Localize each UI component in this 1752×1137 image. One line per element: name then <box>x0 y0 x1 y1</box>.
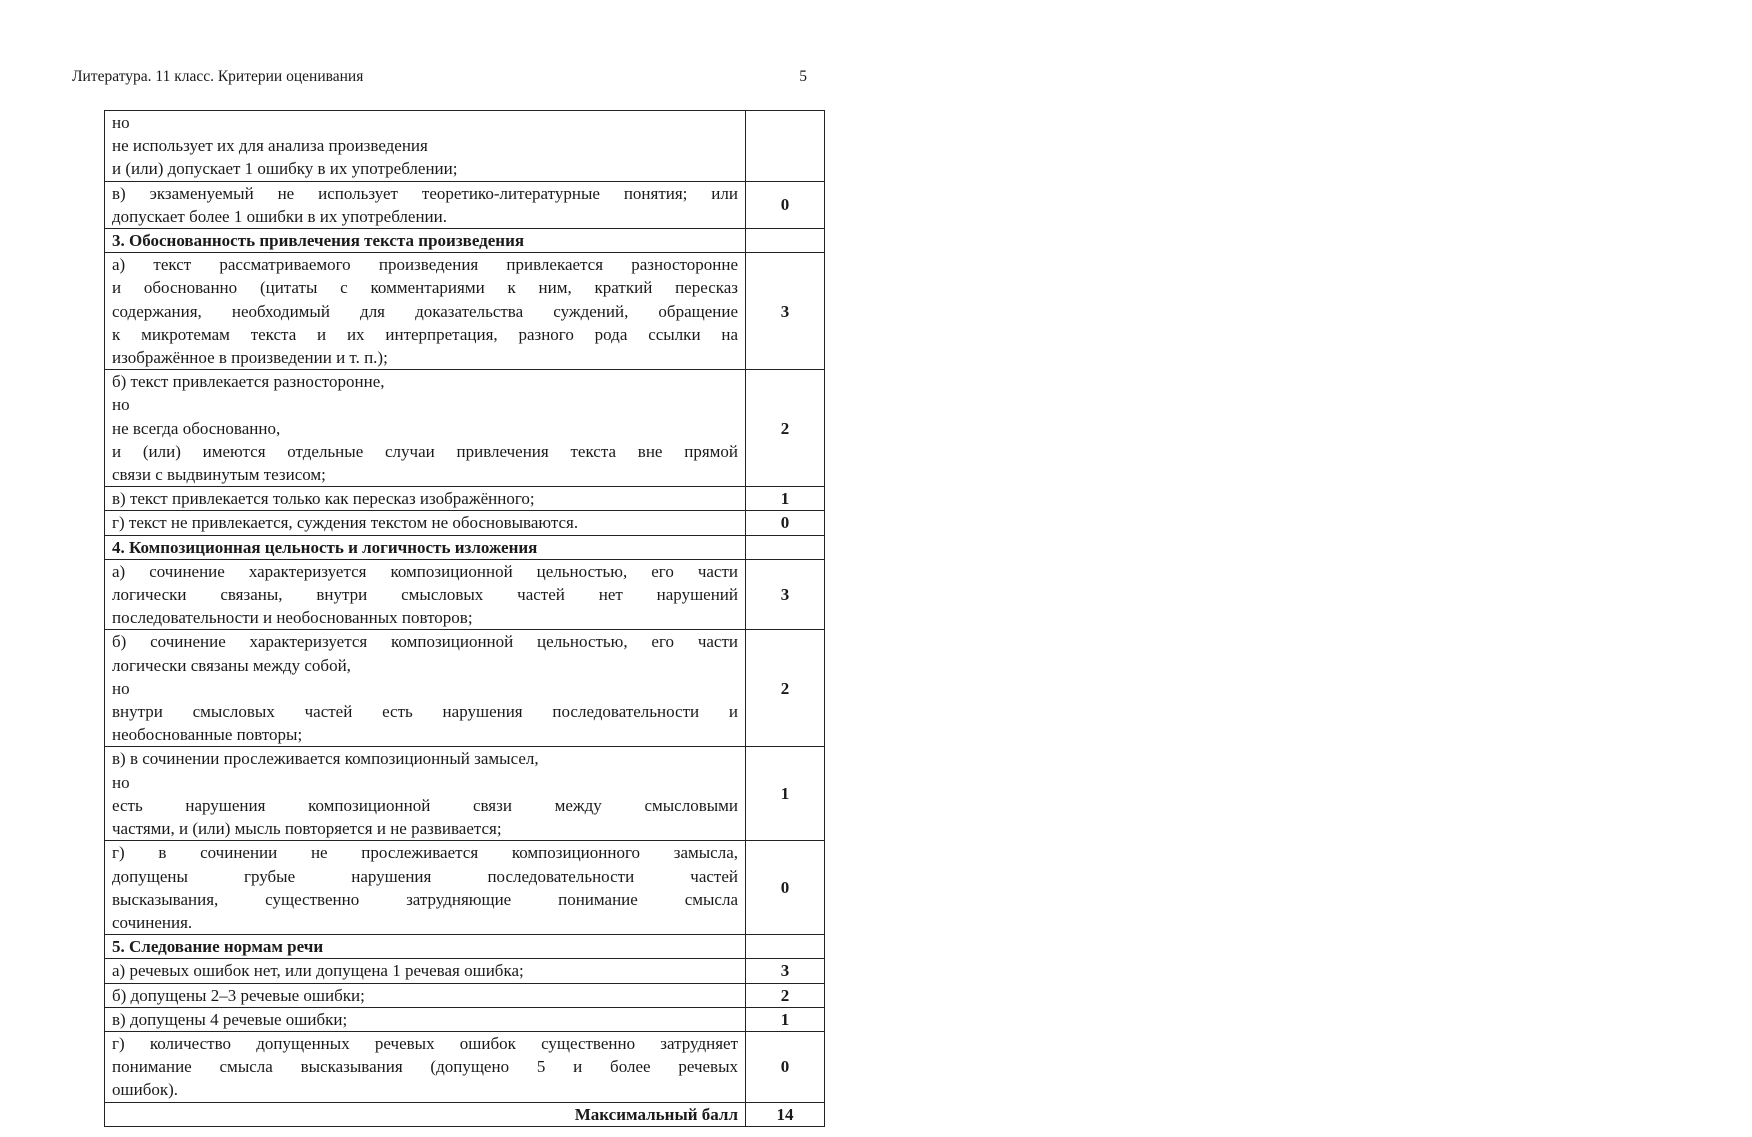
criterion-text-line: не использует их для анализа произведения <box>112 136 428 156</box>
score-cell: 2 <box>746 370 825 487</box>
criterion-row <box>105 487 825 511</box>
score-cell: 1 <box>746 1007 825 1031</box>
score-cell: 0 <box>746 1031 825 1102</box>
criterion-row <box>105 559 825 630</box>
criterion-description <box>105 1031 746 1102</box>
criterion-text-line: б) допущены 2–3 речевые ошибки; <box>112 985 365 1005</box>
criterion-row <box>105 747 825 841</box>
criterion-description <box>105 983 746 1007</box>
score-cell <box>746 229 825 253</box>
criterion-row <box>105 370 825 487</box>
score-cell: 3 <box>746 959 825 983</box>
criterion-text-line: допущены грубые нарушения последовательности частей <box>112 866 738 886</box>
score-cell <box>746 935 825 959</box>
criterion-text-line: и (или) имеются отдельные случаи привлечения текста вне прямой <box>112 441 738 461</box>
criterion-text-line: содержания, необходимый для доказательства суждений, обращение <box>112 301 738 321</box>
criterion-row <box>105 181 825 228</box>
score-cell: 3 <box>746 559 825 630</box>
criterion-row <box>105 1007 825 1031</box>
criterion-text-line: но <box>112 395 130 415</box>
criterion-description <box>105 630 746 747</box>
criterion-description <box>105 747 746 841</box>
criterion-text-line: г) текст не привлекается, суждения текстом не обосновываются. <box>112 513 579 533</box>
criterion-text-line: и (или) допускает 1 ошибку в их употреблении; <box>112 159 458 179</box>
criterion-description <box>105 111 746 182</box>
max-score-row <box>105 1102 825 1126</box>
score-cell <box>746 111 825 182</box>
score-cell: 14 <box>746 1102 825 1126</box>
criterion-text-line: 4. Композиционная цельность и логичность изложения <box>112 537 538 557</box>
criterion-text-line: логически связаны между собой, <box>112 655 351 675</box>
max-score-label <box>105 1102 746 1126</box>
criterion-text-line: б) текст привлекается разносторонне, <box>112 372 385 392</box>
criterion-description <box>105 487 746 511</box>
criterion-description <box>105 229 746 253</box>
criterion-row <box>105 111 825 182</box>
criterion-description <box>105 841 746 935</box>
criterion-description <box>105 370 746 487</box>
page-number: 5 <box>799 68 807 85</box>
criterion-text-line: и обоснованно (цитаты с комментариями к ним, краткий пересказ <box>112 278 738 298</box>
criterion-text-line: допускает более 1 ошибки в их употреблении. <box>112 206 447 226</box>
criterion-text-line: изображённое в произведении и т. п.); <box>112 348 388 368</box>
criterion-row <box>105 959 825 983</box>
section-header-row <box>105 535 825 559</box>
criteria-table-body <box>105 111 825 1127</box>
criterion-text-line: б) сочинение характеризуется композиционной цельностью, его части <box>112 632 738 652</box>
score-cell <box>746 535 825 559</box>
section-header-row <box>105 229 825 253</box>
score-cell: 1 <box>746 747 825 841</box>
criterion-text-line: есть нарушения композиционной связи между смысловыми <box>112 795 738 815</box>
criterion-text-line: необоснованные повторы; <box>112 725 303 745</box>
section-header-row <box>105 935 825 959</box>
criterion-description <box>105 959 746 983</box>
criterion-row <box>105 253 825 370</box>
criterion-text-line: 5. Следование нормам речи <box>112 937 324 957</box>
criterion-text-line: а) речевых ошибок нет, или допущена 1 речевая ошибка; <box>112 961 524 981</box>
criterion-text-line: последовательности и необоснованных повторов; <box>112 608 473 628</box>
score-cell: 0 <box>746 841 825 935</box>
criterion-text-line: в) допущены 4 речевые ошибки; <box>112 1009 348 1029</box>
criterion-text-line: понимание смысла высказывания (допущено 5 и более речевых <box>112 1057 738 1077</box>
criterion-description <box>105 511 746 535</box>
score-cell: 0 <box>746 181 825 228</box>
page-header <box>72 68 807 90</box>
criterion-text-line: Максимальный балл <box>574 1104 738 1124</box>
criterion-text-line: внутри смысловых частей есть нарушения последовательности и <box>112 702 738 722</box>
score-cell: 0 <box>746 511 825 535</box>
criteria-table <box>104 110 825 1127</box>
criterion-text-line: 3. Обоснованность привлечения текста произведения <box>112 231 525 251</box>
criterion-text-line: к микротемам текста и их интерпретация, разного рода ссылки на <box>112 324 738 344</box>
criterion-text-line: г) количество допущенных речевых ошибок существенно затрудняет <box>112 1033 738 1053</box>
criterion-text-line: но <box>112 678 130 698</box>
criterion-description <box>105 559 746 630</box>
criterion-description <box>105 181 746 228</box>
criterion-text-line: ошибок). <box>112 1080 179 1100</box>
criterion-text-line: но <box>112 113 130 132</box>
criterion-text-line: г) в сочинении не прослеживается композиционного замысла, <box>112 843 738 863</box>
criterion-row <box>105 983 825 1007</box>
criterion-text-line: в) в сочинении прослеживается композиционный замысел, <box>112 749 539 769</box>
criterion-text-line: но <box>112 772 130 792</box>
score-cell: 1 <box>746 487 825 511</box>
criterion-description <box>105 253 746 370</box>
criterion-row <box>105 511 825 535</box>
criterion-description <box>105 935 746 959</box>
score-cell: 3 <box>746 253 825 370</box>
criterion-row <box>105 841 825 935</box>
criterion-text-line: частями, и (или) мысль повторяется и не развивается; <box>112 819 502 839</box>
criterion-text-line: не всегда обоснованно, <box>112 418 281 438</box>
criterion-description <box>105 1007 746 1031</box>
criterion-description <box>105 535 746 559</box>
criterion-row <box>105 630 825 747</box>
criterion-text-line: а) сочинение характеризуется композиционной цельностью, его части <box>112 561 738 581</box>
criterion-text-line: а) текст рассматриваемого произведения привлекается разносторонне <box>112 255 738 275</box>
criterion-text-line: сочинения. <box>112 912 193 932</box>
criterion-text-line: логически связаны, внутри смысловых частей нет нарушений <box>112 585 738 605</box>
criterion-text-line: в) текст привлекается только как пересказ изображённого; <box>112 489 535 509</box>
criterion-text-line: высказывания, существенно затрудняющие понимание смысла <box>112 889 738 909</box>
score-cell: 2 <box>746 630 825 747</box>
criterion-row <box>105 1031 825 1102</box>
criterion-text-line: связи с выдвинутым тезисом; <box>112 465 326 485</box>
document-title: Литература. 11 класс. Критерии оценивания <box>72 68 364 85</box>
score-cell: 2 <box>746 983 825 1007</box>
criterion-text-line: в) экзаменуемый не использует теоретико-литературные понятия; или <box>112 183 738 203</box>
